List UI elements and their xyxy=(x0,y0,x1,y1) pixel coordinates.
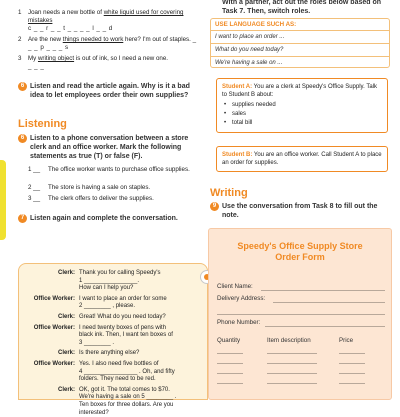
speaker-label xyxy=(19,376,79,384)
dialogue-line xyxy=(19,340,201,348)
role-text: You are an office worker. Call Student A to place an order for supplies. xyxy=(222,152,382,166)
quantity-field[interactable] xyxy=(217,373,243,374)
order-form xyxy=(208,228,392,400)
form-title-line: Speedy's Office Supply Store xyxy=(209,241,391,252)
dialogue-line xyxy=(19,410,201,417)
speaker-label xyxy=(19,410,79,417)
question-text: Are the new xyxy=(28,36,63,43)
question-number: 3 xyxy=(18,55,26,63)
dialogue-text: 3 ________ . xyxy=(79,340,201,348)
task-listening-1 xyxy=(18,134,202,161)
tf-item-1 xyxy=(28,166,212,174)
form-title xyxy=(209,241,391,263)
writing-heading: Writing xyxy=(210,187,248,199)
dialogue-line xyxy=(19,350,201,358)
role-bullets xyxy=(222,101,382,128)
question-number: 1 xyxy=(18,9,26,17)
question-text: is out of ink, so I need a new one. xyxy=(74,55,168,62)
dialogue-text: 1 ________________. xyxy=(79,278,201,286)
speaker-label: Office Worker: xyxy=(19,361,79,369)
task-instruction: With a partner, act out the roles below based on Task 7. Then, switch roles. xyxy=(222,0,381,15)
client-name-field[interactable] xyxy=(261,290,385,291)
tf-statement: The clerk offers to deliver the supplies. xyxy=(48,195,212,203)
role-label: Student B: xyxy=(222,152,252,158)
task-6 xyxy=(18,82,202,100)
dialogue-text: 2 ________ , please. xyxy=(79,303,201,311)
student-b-card xyxy=(216,146,388,172)
dialogue-text: Yes. I also need five bottles of xyxy=(79,361,201,369)
tf-blank[interactable]: 3 __ xyxy=(28,195,40,203)
underlined-phrase: writing object xyxy=(38,55,74,62)
task-listening-2 xyxy=(18,214,202,223)
dialogue-line xyxy=(19,332,201,340)
quantity-header: Quantity xyxy=(217,337,240,344)
dialogue-text: I want to place an order for some xyxy=(79,296,201,304)
dialogue-text: Great! What do you need today? xyxy=(79,314,201,322)
speaker-label xyxy=(19,332,79,340)
language-item: I want to place an order ... xyxy=(211,30,389,43)
tf-blank[interactable]: 2 __ xyxy=(28,184,40,192)
answer-blank: _ _ _ xyxy=(28,63,198,71)
dialogue-content xyxy=(19,264,207,417)
tf-statement: The office worker wants to purchase office supplies. xyxy=(48,166,212,174)
underlined-phrase: white liquid used for covering mistakes xyxy=(28,9,183,24)
delivery-address-field-2[interactable] xyxy=(217,314,385,315)
task-number-badge: 7 xyxy=(18,214,27,223)
item-description-header: Item description xyxy=(267,337,311,344)
dialogue-text: How can I help you? xyxy=(79,285,201,293)
dialogue-line xyxy=(19,394,201,402)
phone-number-field[interactable] xyxy=(265,326,385,327)
dialogue-line xyxy=(19,325,201,333)
speaker-label xyxy=(19,278,79,286)
dialogue-text: folders. They need to be red. xyxy=(79,376,201,384)
speaker-label xyxy=(19,394,79,402)
delivery-address-field[interactable] xyxy=(273,302,385,303)
role-label: Student A: xyxy=(222,84,252,90)
tf-item-2 xyxy=(28,184,212,192)
question-3 xyxy=(18,55,198,71)
tf-item-3 xyxy=(28,195,212,203)
underlined-phrase: things needed to work xyxy=(63,36,124,43)
speaker-label xyxy=(19,340,79,348)
dialogue-text: black ink. Then, I want ten boxes of xyxy=(79,332,201,340)
delivery-address-label: Delivery Address: xyxy=(217,295,265,302)
dialogue-line xyxy=(19,376,201,384)
language-box xyxy=(210,18,390,68)
item-field[interactable] xyxy=(267,363,317,364)
item-field[interactable] xyxy=(267,383,317,384)
question-number: 2 xyxy=(18,36,26,44)
language-box-title: USE LANGUAGE SUCH AS: xyxy=(211,19,389,30)
speaker-label xyxy=(19,303,79,311)
task-8 xyxy=(210,0,392,16)
speaker-label xyxy=(19,369,79,377)
bullet-item: • total bill xyxy=(222,119,382,128)
dialogue-line xyxy=(19,303,201,311)
dialogue-line xyxy=(19,285,201,293)
dialogue-line xyxy=(19,270,201,278)
role-text: You are a clerk at Speedy's Office Supply. Talk to Student B about: xyxy=(222,84,377,98)
language-item: What do you need today? xyxy=(211,43,389,56)
language-item: We're having a sale on ... xyxy=(211,56,389,69)
task-instruction: Listen to a phone conversation between a store clerk and an office worker. Mark the following statements as true (T) or false (F). xyxy=(30,135,188,160)
question-1 xyxy=(18,9,198,33)
speaker-label: Office Worker: xyxy=(19,296,79,304)
task-instruction: Listen and read the article again. Why is it a bad idea to let employees order their own supplies? xyxy=(30,83,190,99)
speaker-label: Clerk: xyxy=(19,314,79,322)
task-number-badge: 6 xyxy=(18,82,27,91)
phone-number-label: Phone Number: xyxy=(217,319,260,326)
task-number-badge: 6 xyxy=(18,134,27,143)
price-field[interactable] xyxy=(339,383,365,384)
dialogue-box xyxy=(18,263,208,400)
dialogue-text: interested? xyxy=(79,410,201,417)
task-number-badge: 9 xyxy=(210,202,219,211)
task-9 xyxy=(210,202,390,220)
dialogue-line xyxy=(19,369,201,377)
quantity-field[interactable] xyxy=(217,353,243,354)
item-field[interactable] xyxy=(267,373,317,374)
dialogue-line xyxy=(19,278,201,286)
tf-blank[interactable]: 1 __ xyxy=(28,166,40,174)
student-a-card xyxy=(216,78,388,133)
dialogue-text: Is there anything else? xyxy=(79,350,201,358)
tf-statement: The store is having a sale on staples. xyxy=(48,184,212,192)
bullet-item: • sales xyxy=(222,110,382,119)
item-field[interactable] xyxy=(267,353,317,354)
dialogue-line xyxy=(19,314,201,322)
quantity-field[interactable] xyxy=(217,363,243,364)
dialogue-line xyxy=(19,402,201,410)
dialogue-line xyxy=(19,387,201,395)
question-2 xyxy=(18,36,198,52)
price-field[interactable] xyxy=(339,363,365,364)
dialogue-text: OK, got it. The total comes to $70. xyxy=(79,387,201,395)
quantity-field[interactable] xyxy=(217,383,243,384)
price-header: Price xyxy=(339,337,353,344)
question-text: Joan needs a new bottle of xyxy=(28,9,104,16)
speaker-label: Clerk: xyxy=(19,270,79,278)
answer-blank: _ _ _ p _ _ _ s xyxy=(28,36,197,51)
dialogue-text: Ten boxes for three dollars. Are you xyxy=(79,402,201,410)
answer-blank: c _ _ r _ _ t _ _ _ _ l _ _ d xyxy=(28,25,198,33)
question-text: here? I'm out of staples. xyxy=(123,36,191,43)
dialogue-text: I need twenty boxes of pens with xyxy=(79,325,201,333)
price-field[interactable] xyxy=(339,353,365,354)
form-title-line: Order Form xyxy=(209,252,391,263)
speaker-label xyxy=(19,402,79,410)
dialogue-text: 4 ________________ . Oh, and fifty xyxy=(79,369,201,377)
dialogue-line xyxy=(19,361,201,369)
bullet-item: • supplies needed xyxy=(222,101,382,110)
task-instruction: Listen again and complete the conversation. xyxy=(30,215,178,222)
question-text: My xyxy=(28,55,38,62)
client-name-label: Client Name: xyxy=(217,283,253,290)
dialogue-text: Thank you for calling Speedy's xyxy=(79,270,201,278)
dialogue-line xyxy=(19,296,201,304)
price-field[interactable] xyxy=(339,373,365,374)
speaker-label: Office Worker: xyxy=(19,325,79,333)
speaker-label xyxy=(19,285,79,293)
listening-heading: Listening xyxy=(18,118,67,130)
speaker-label: Clerk: xyxy=(19,350,79,358)
speaker-label: Clerk: xyxy=(19,387,79,395)
dialogue-text: We're having a sale on 5 ________ . xyxy=(79,394,201,402)
task-instruction: Use the conversation from Task 8 to fill out the note. xyxy=(222,203,377,219)
yellow-tab xyxy=(0,160,6,240)
